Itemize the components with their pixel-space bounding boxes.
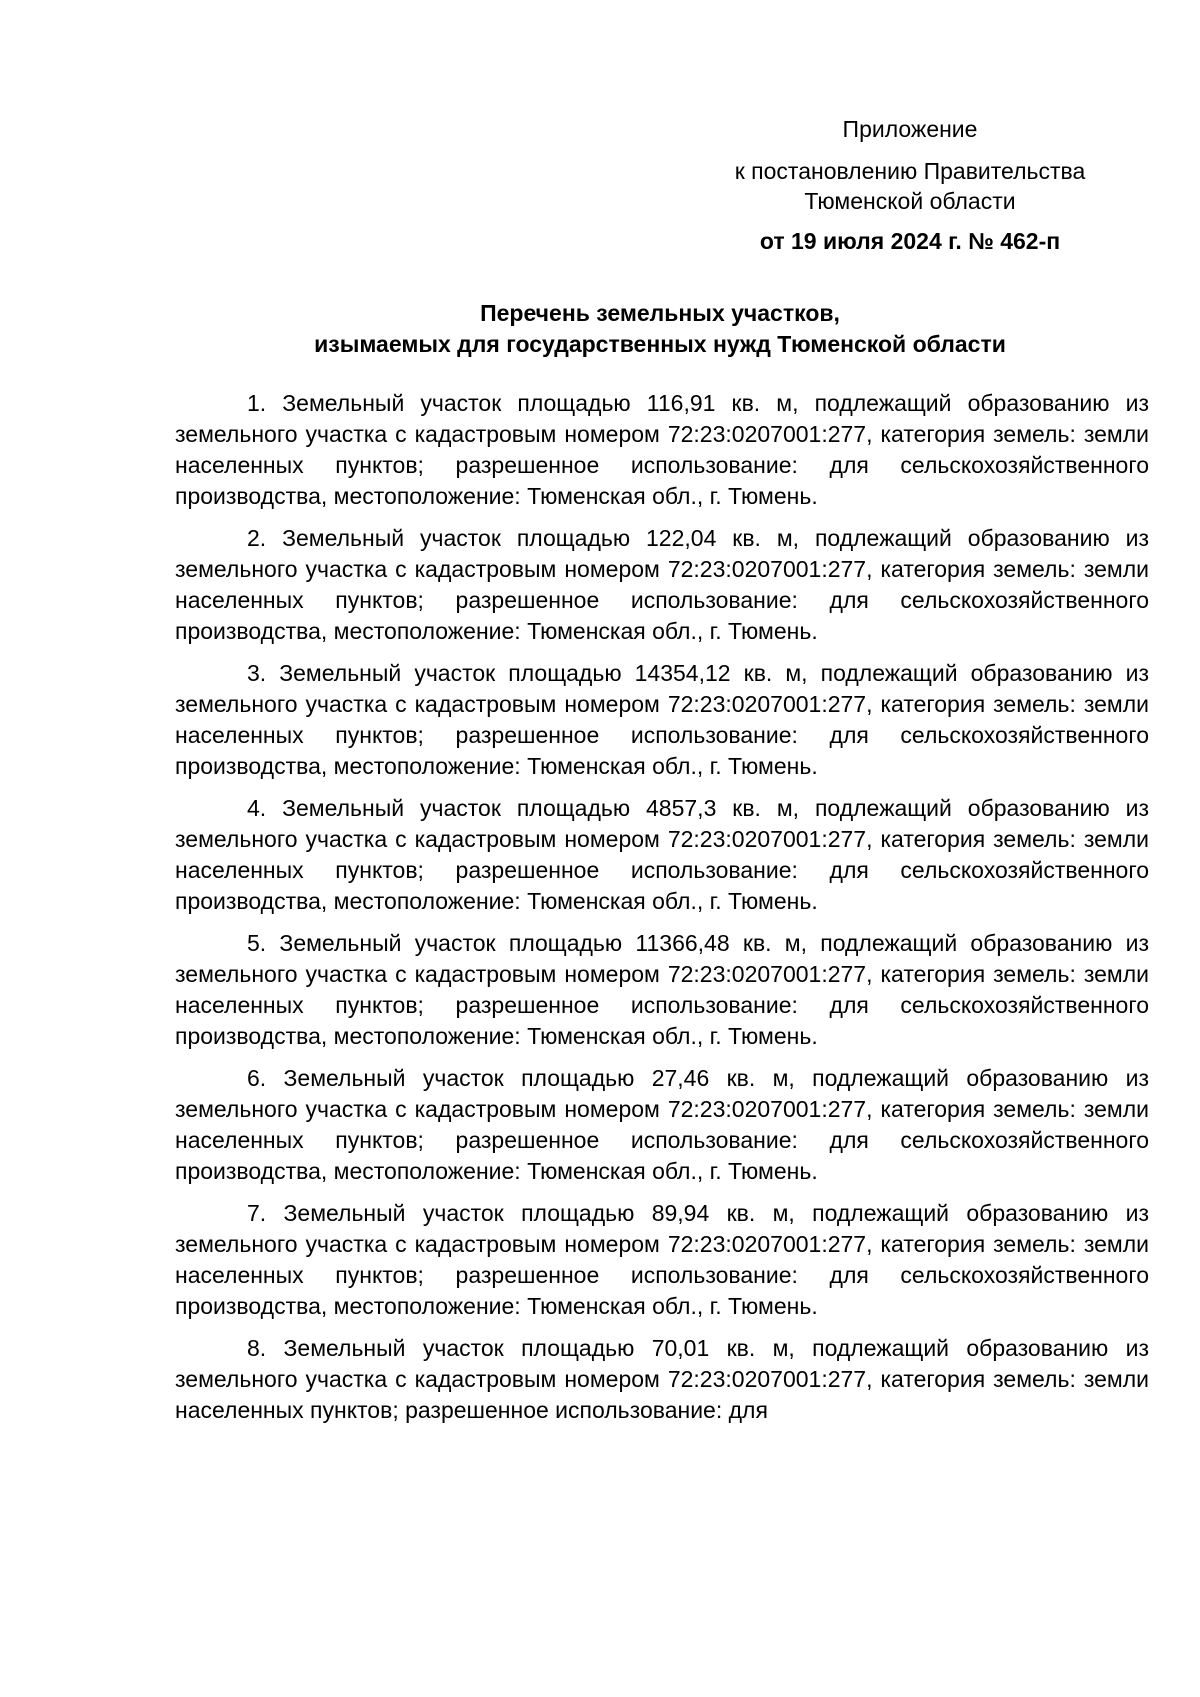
appendix-label: Приложение xyxy=(842,116,978,142)
document-title-line-2: изымаемых для государственных нужд Тюменской области xyxy=(314,331,1006,357)
list-item: 2. Земельный участок площадью 122,04 кв. м, подлежащий образованию из земельного участка с кадастровым номером 72:23:0207001:277, категория земель: земли населенных пунктов; разрешенное использование: для сельскохозяйственного производства, местоположение: Тюменская обл., г. Тюмень. xyxy=(175,525,1149,644)
list-item: 3. Земельный участок площадью 14354,12 кв. м, подлежащий образованию из земельного участка с кадастровым номером 72:23:0207001:277, категория земель: земли населенных пунктов; разрешенное использование: для сельскохозяйственного производства, местоположение: Тюменская обл., г. Тюмень. xyxy=(175,660,1149,779)
list-item: 8. Земельный участок площадью 70,01 кв. м, подлежащий образованию из земельного участка с кадастровым номером 72:23:0207001:277, категория земель: земли населенных пунктов; разрешенное использование: для xyxy=(175,1335,1149,1423)
document-title xyxy=(170,298,1150,360)
document-title-line-1: Перечень земельных участков, xyxy=(480,300,840,326)
list-item: 4. Земельный участок площадью 4857,3 кв. м, подлежащий образованию из земельного участка с кадастровым номером 72:23:0207001:277, категория земель: земли населенных пунктов; разрешенное использование: для сельскохозяйственного производства, местоположение: Тюменская обл., г. Тюмень. xyxy=(175,795,1149,914)
list-item: 5. Земельный участок площадью 11366,48 кв. м, подлежащий образованию из земельного участка с кадастровым номером 72:23:0207001:277, категория земель: земли населенных пунктов; разрешенное использование: для сельскохозяйственного производства, местоположение: Тюменская обл., г. Тюмень. xyxy=(175,930,1149,1049)
list-item: 7. Земельный участок площадью 89,94 кв. м, подлежащий образованию из земельного участка с кадастровым номером 72:23:0207001:277, категория земель: земли населенных пунктов; разрешенное использование: для сельскохозяйственного производства, местоположение: Тюменская обл., г. Тюмень. xyxy=(175,1200,1149,1319)
decree-reference: к постановлению Правительства Тюменской области xyxy=(734,158,1086,214)
list-item: 6. Земельный участок площадью 27,46 кв. м, подлежащий образованию из земельного участка с кадастровым номером 72:23:0207001:277, категория земель: земли населенных пунктов; разрешенное использование: для сельскохозяйственного производства, местоположение: Тюменская обл., г. Тюмень. xyxy=(175,1065,1149,1184)
decree-date: от 19 июля 2024 г. № 462-п xyxy=(759,228,1061,254)
land-plots-list xyxy=(175,388,1149,1437)
list-item: 1. Земельный участок площадью 116,91 кв. м, подлежащий образованию из земельного участка с кадастровым номером 72:23:0207001:277, категория земель: земли населенных пунктов; разрешенное использование: для сельскохозяйственного производства, местоположение: Тюменская обл., г. Тюмень. xyxy=(175,390,1149,509)
